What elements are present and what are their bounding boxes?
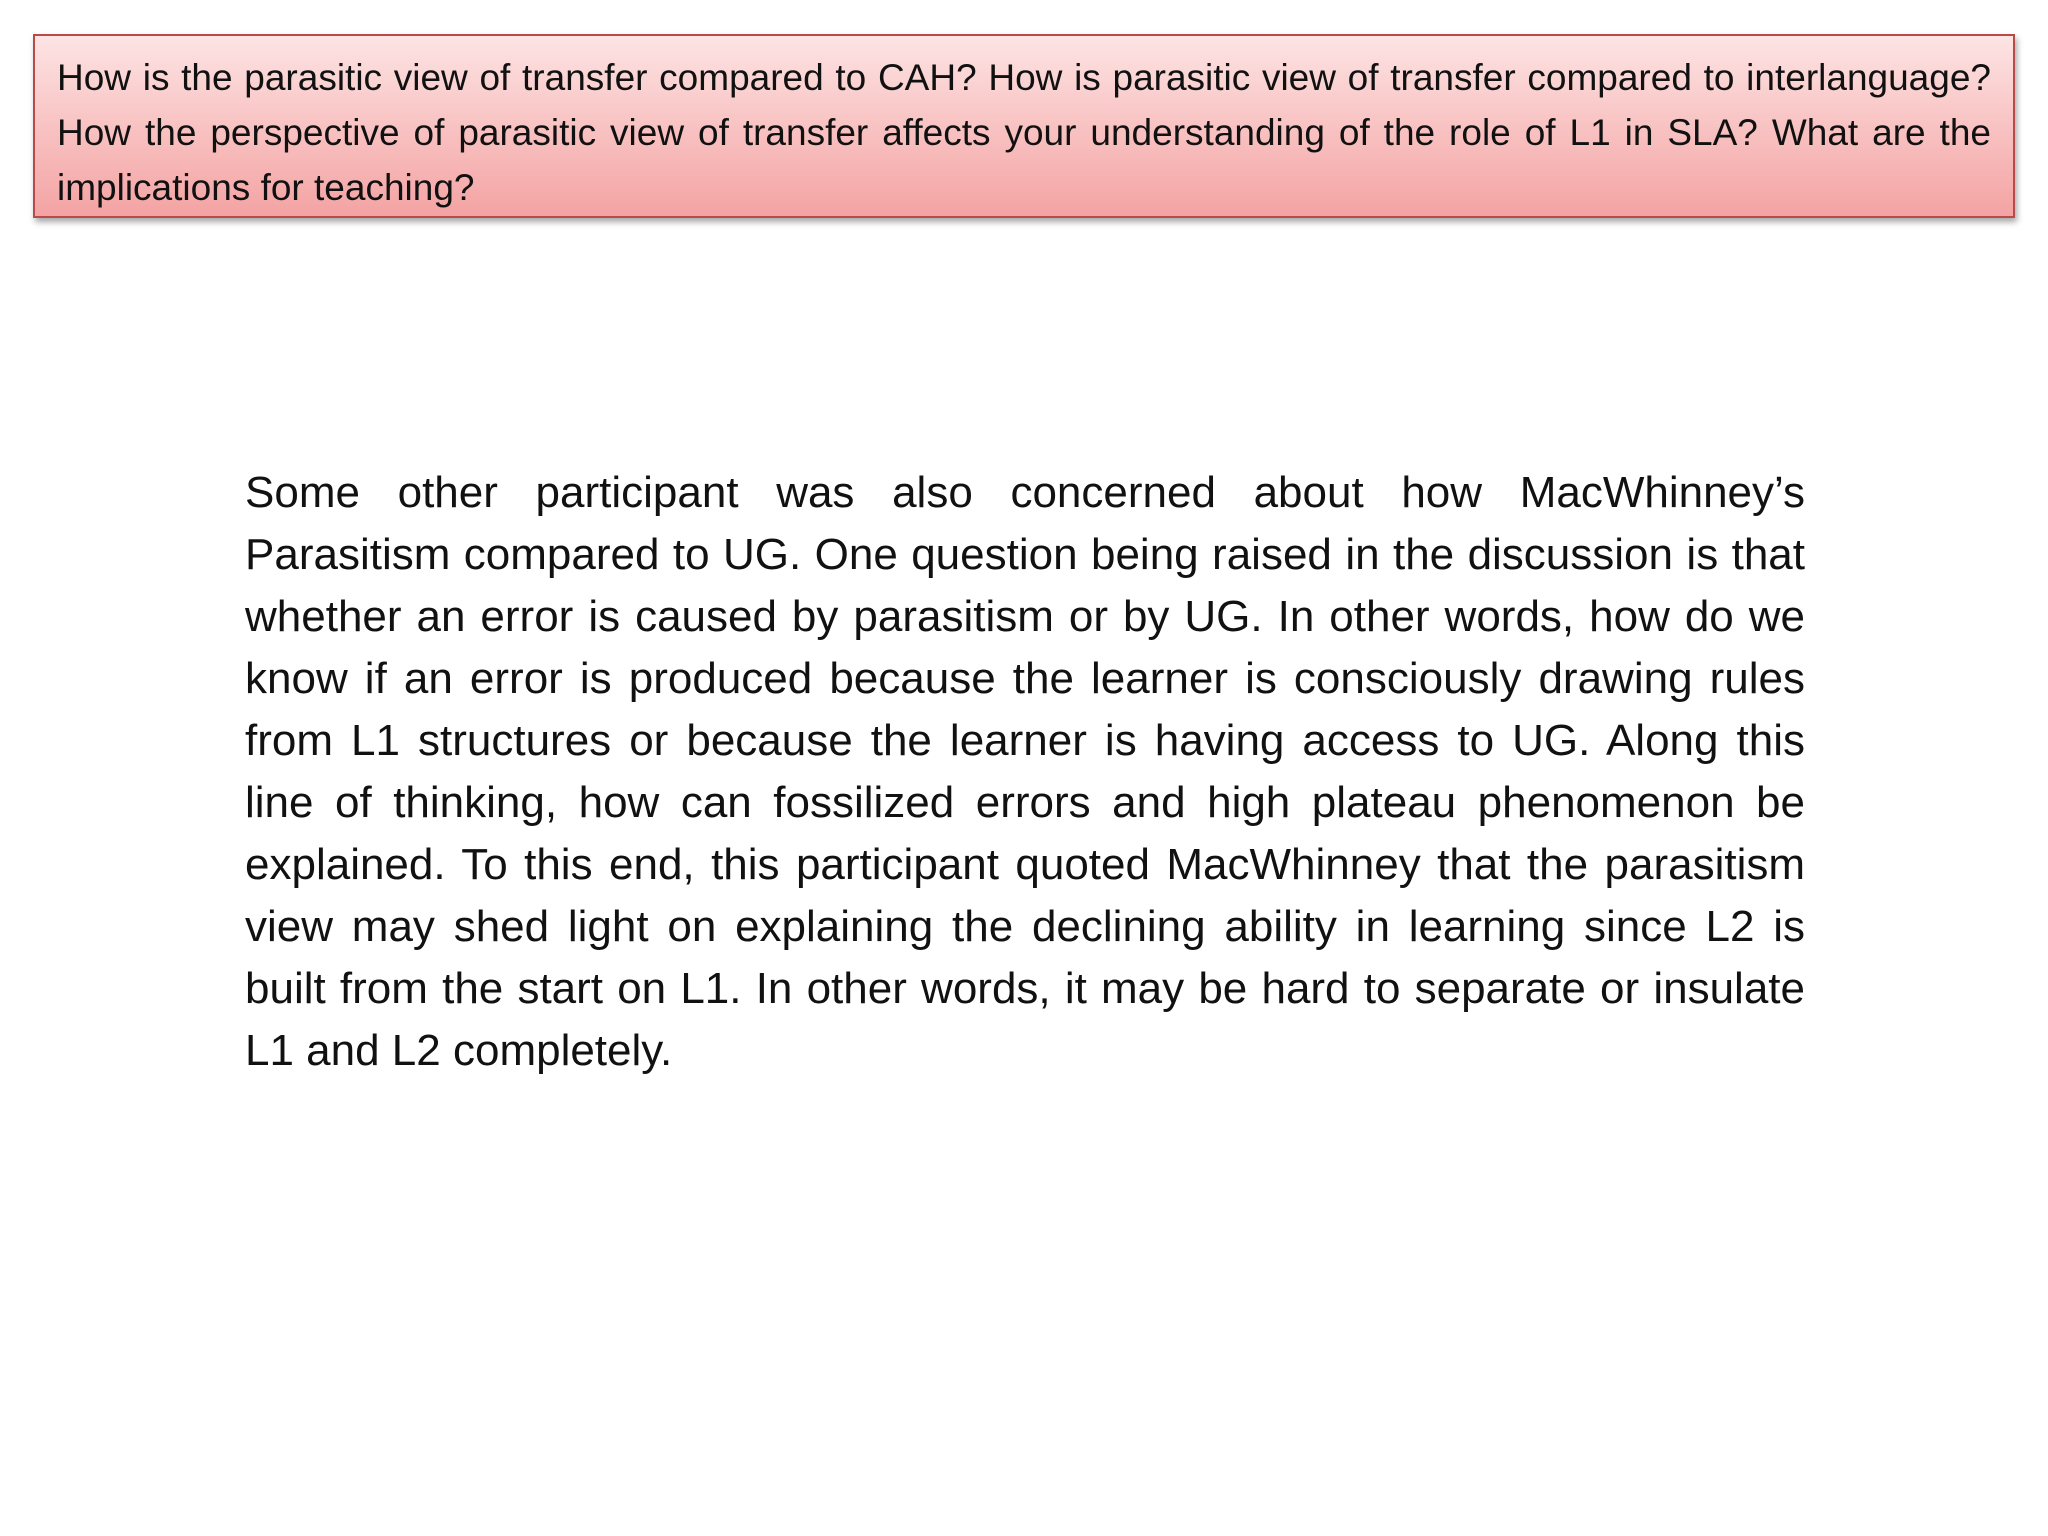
question-box xyxy=(33,34,2015,218)
question-text: How is the parasitic view of transfer compared to CAH? How is parasitic view of transfer compared to interlanguage? How the perspective of parasitic view of transfer affects your understanding of the role of L1 in SLA? What are the implications for teaching? xyxy=(57,57,1991,208)
body-paragraph: Some other participant was also concerned about how MacWhinney’s Parasitism compared to UG. One question being raised in the discussion is that whether an error is caused by parasitism or by UG. In other words, how do we know if an error is produced because the learner is consciously drawing rules from L1 structures or because the learner is having access to UG. Along this line of thinking, how can fossilized errors and high plateau phenomenon be explained. To this end, this participant quoted MacWhinney that the parasitism view may shed light on explaining the declining ability in learning since L2 is built from the start on L1. In other words, it may be hard to separate or insulate L1 and L2 completely. xyxy=(245,468,1805,1075)
